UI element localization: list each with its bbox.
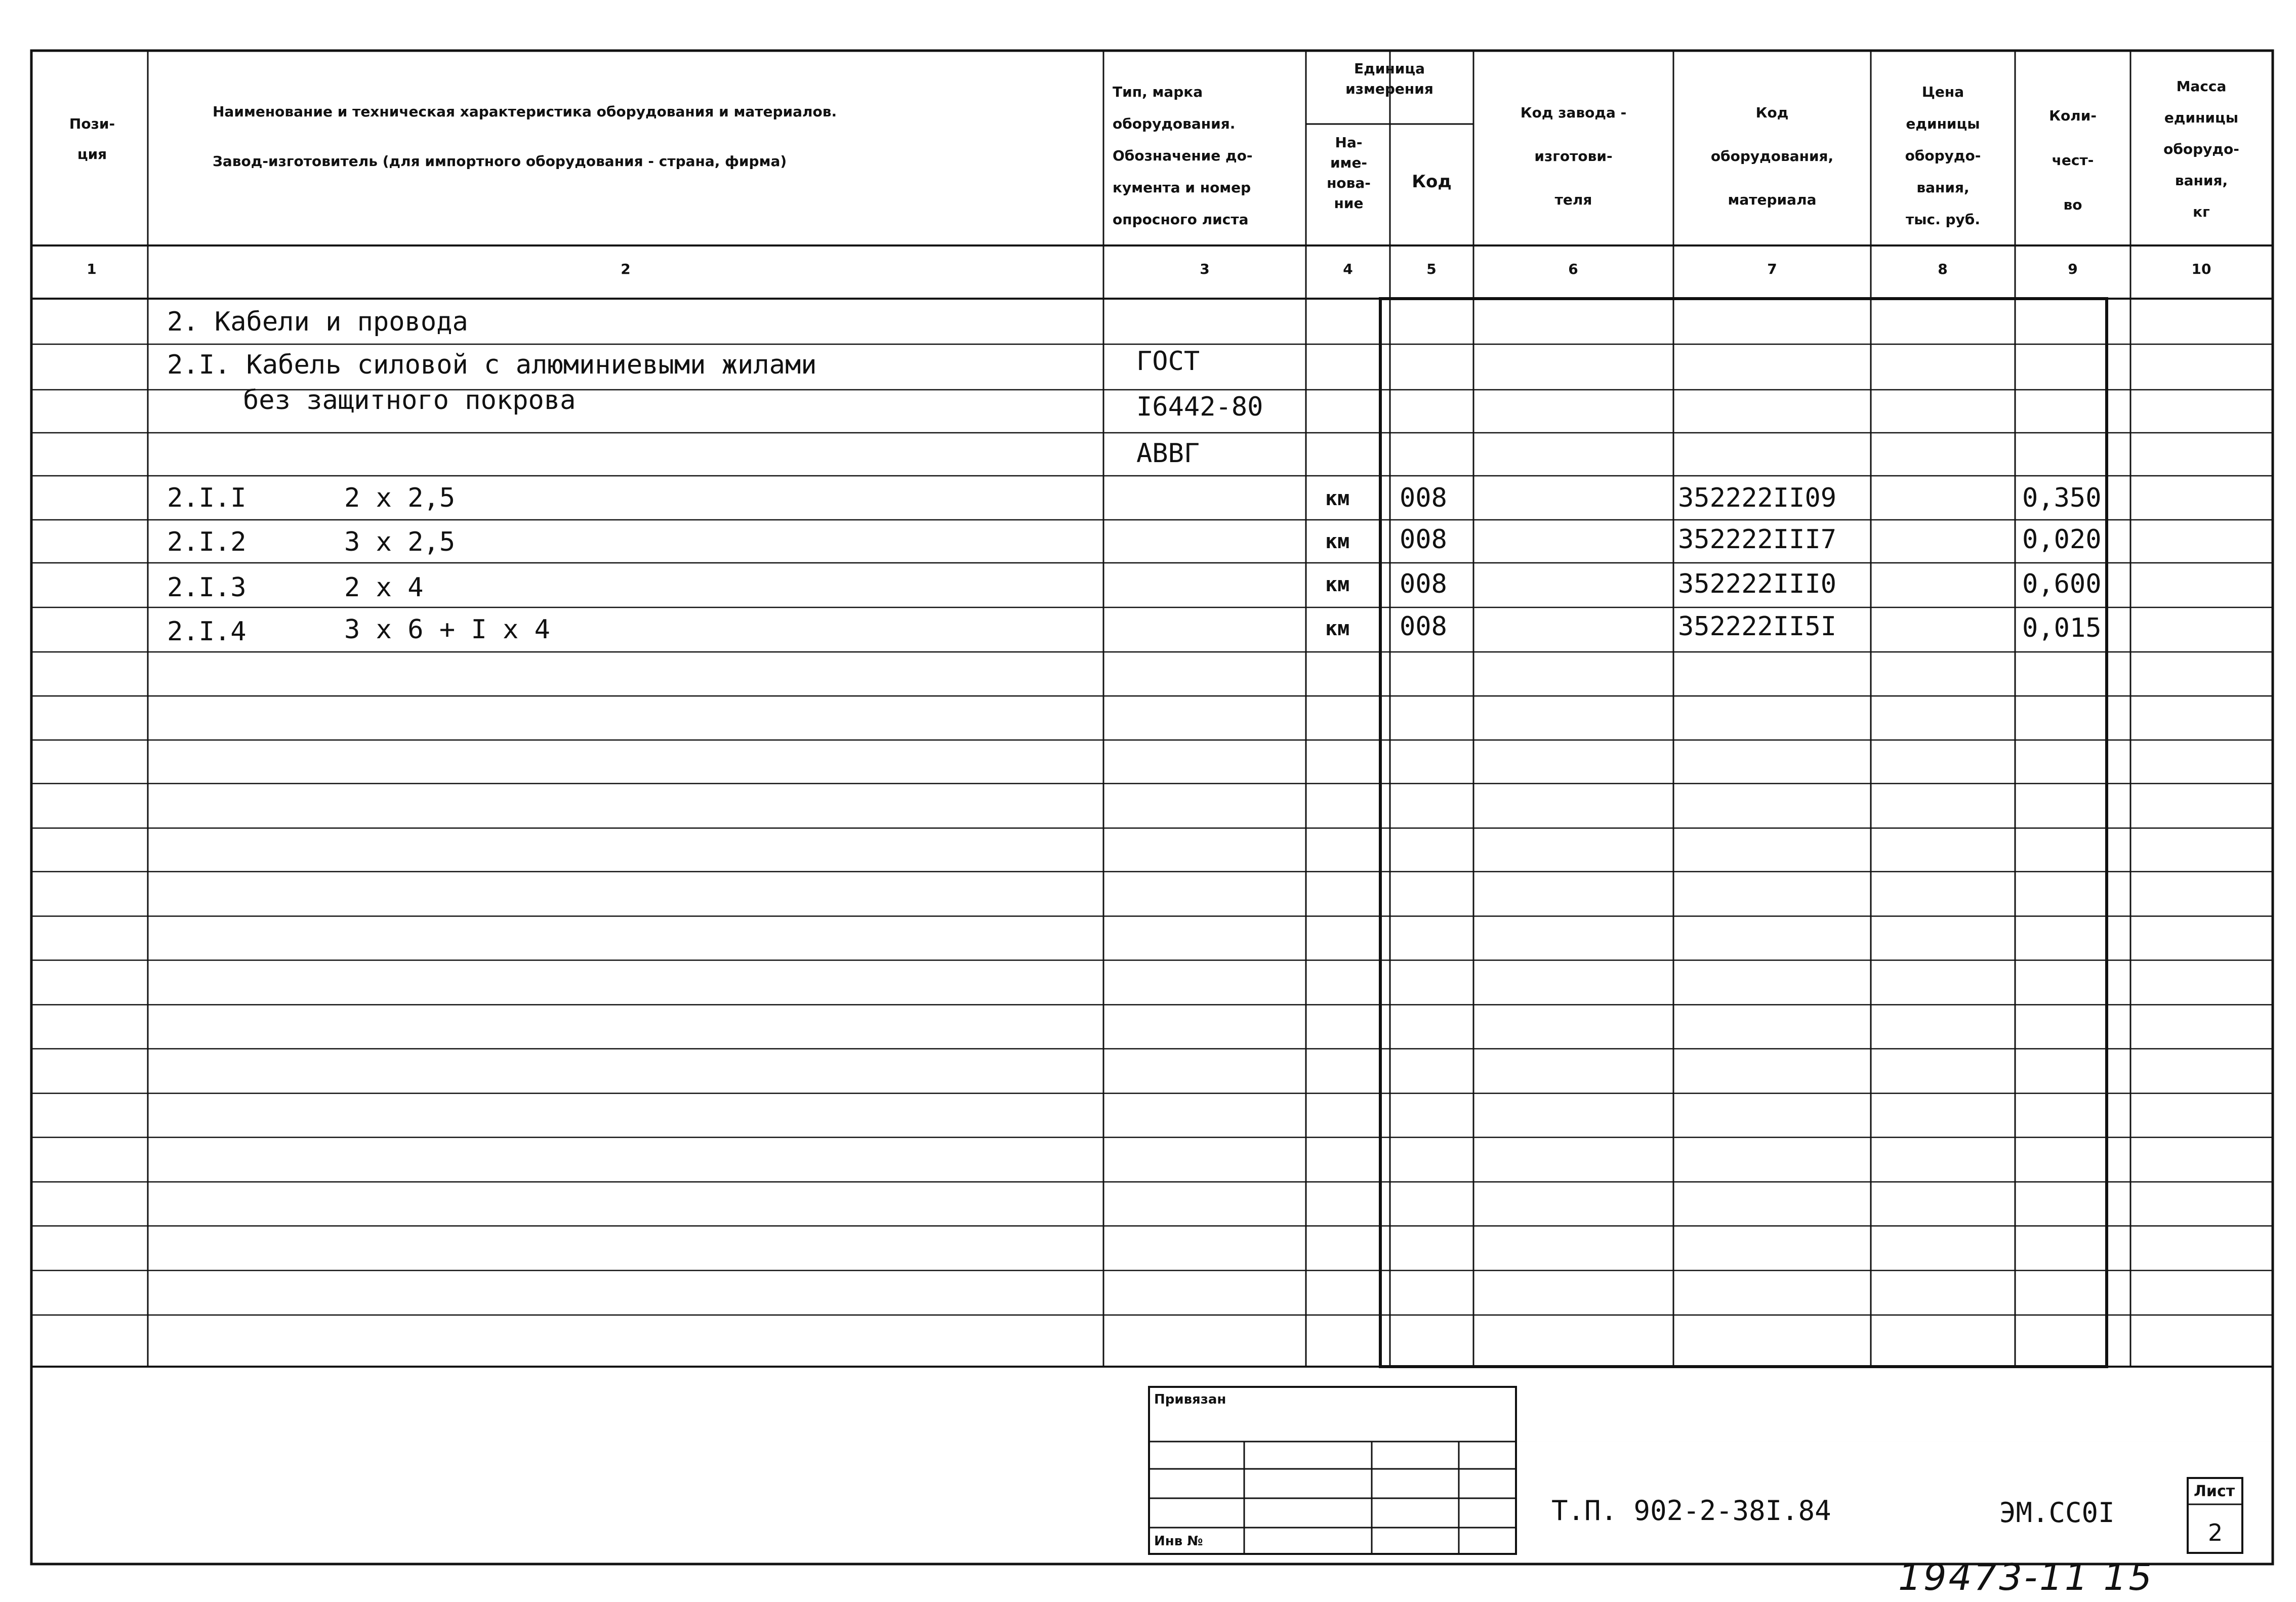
header-unit-name: На- име- нова- ние (1327, 134, 1371, 212)
column-number: 7 (1767, 261, 1777, 277)
document-code: ЭМ.СС0I (1999, 1497, 2115, 1529)
item-spec: 2 x 2,5 (344, 483, 456, 513)
row-cable-title: 2.I. Кабель силовой с алюминиевыми жилами (167, 350, 817, 380)
item-unit: км (1325, 530, 1350, 553)
column-number: 4 (1343, 261, 1353, 277)
column-number: 3 (1200, 261, 1210, 277)
item-pos: 2.I.I (167, 483, 247, 513)
stamp-inventory-label: Инв № (1154, 1534, 1203, 1549)
frame-rect (31, 51, 2273, 1564)
item-quantity: 0,600 (2022, 569, 2102, 599)
item-material-code: 352222III7 (1678, 524, 1837, 555)
item-material-code: 352222II09 (1678, 483, 1837, 513)
item-unit-code: 008 (1400, 611, 1447, 642)
header-name-line2: Завод-изготовитель (для импортного оборудования - страна, фирма) (213, 153, 787, 170)
frame-rect (1149, 1387, 1516, 1554)
item-spec: 3 x 2,5 (344, 527, 456, 557)
row-cable-brand: АВВГ (1136, 438, 1200, 469)
header-unit-code: Код (1412, 172, 1452, 192)
item-unit: км (1325, 617, 1350, 640)
item-unit-code: 008 (1400, 569, 1447, 599)
item-quantity: 0,015 (2022, 613, 2102, 643)
header-material-code: Код оборудования, материала (1710, 104, 1834, 208)
item-quantity: 0,350 (2022, 483, 2102, 513)
sheet-number: 2 (2208, 1519, 2223, 1546)
item-spec: 2 x 4 (344, 572, 424, 603)
column-number: 9 (2068, 261, 2078, 277)
item-quantity: 0,020 (2022, 524, 2102, 555)
header-type: Тип, марка оборудования. Обозначение до- кумента и номер опросного листа (1113, 84, 1253, 228)
column-number: 2 (621, 261, 631, 277)
header-name-line1: Наименование и техническая характеристика оборудования и материалов. (213, 103, 837, 120)
handwritten-inventory-number: 19473-11 15 (1898, 1556, 2154, 1598)
header-position: Пози- ция (69, 115, 115, 162)
item-unit-code: 008 (1400, 524, 1447, 555)
item-unit: км (1325, 487, 1350, 510)
item-material-code: 352222III0 (1678, 569, 1837, 599)
column-number: 10 (2191, 261, 2211, 277)
column-number: 1 (87, 261, 97, 277)
stamp-attached-label: Привязан (1154, 1392, 1226, 1407)
row-cable-type-gost: ГОСТ (1136, 346, 1200, 377)
item-unit: км (1325, 573, 1350, 596)
frame-rect (1380, 299, 2107, 1367)
item-pos: 2.I.3 (167, 572, 247, 603)
header-factory-code: Код завода - изготови- теля (1520, 104, 1627, 208)
column-number: 6 (1568, 261, 1578, 277)
item-pos: 2.I.2 (167, 527, 247, 557)
row-section-title: 2. Кабели и провода (167, 307, 468, 337)
column-number: 8 (1938, 261, 1948, 277)
item-spec: 3 x 6 + I x 4 (344, 614, 550, 645)
project-code: Т.П. 902-2-38I.84 (1551, 1495, 1831, 1527)
item-pos: 2.I.4 (167, 617, 247, 647)
sheet-label: Лист (2194, 1483, 2235, 1500)
header-quantity: Коли- чест- во (2049, 107, 2097, 213)
row-cable-type-standard: I6442-80 (1136, 392, 1263, 422)
item-unit-code: 008 (1400, 483, 1447, 513)
column-number: 5 (1426, 261, 1437, 277)
header-unit-group: Единица измерения (1345, 60, 1433, 97)
header-price: Цена единицы оборудо- вания, тыс. руб. (1905, 84, 1981, 228)
header-mass: Масса единицы оборудо- вания, кг (2163, 78, 2239, 220)
row-cable-subtitle: без защитного покрова (243, 385, 576, 416)
item-material-code: 352222II5I (1678, 611, 1837, 642)
